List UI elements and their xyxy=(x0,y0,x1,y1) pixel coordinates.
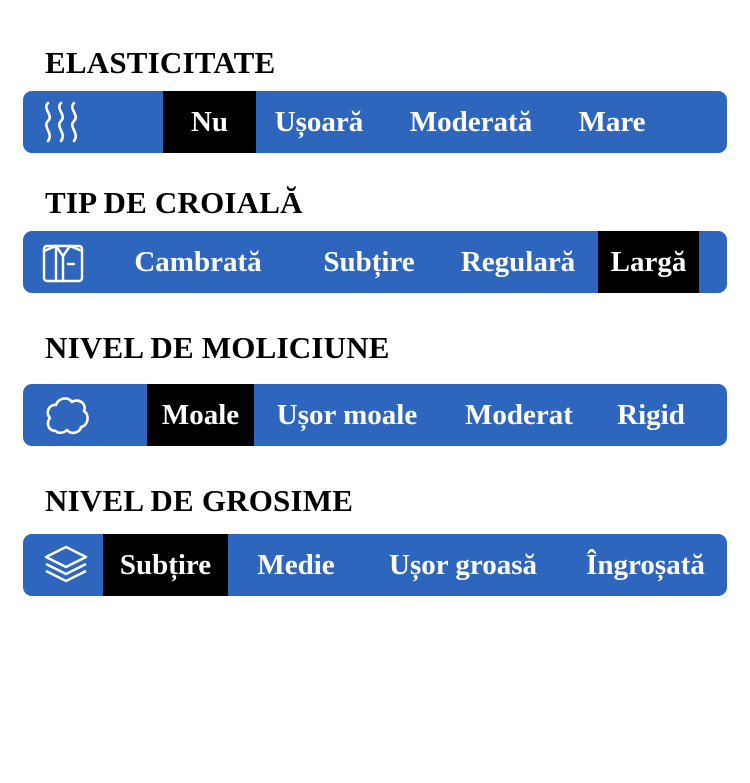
layers-icon xyxy=(37,534,95,596)
option-mare[interactable]: Mare xyxy=(578,105,646,138)
section-title-nivel-de-grosime: NIVEL DE GROSIME xyxy=(45,483,354,518)
option-moderat[interactable]: Moderat xyxy=(465,398,573,431)
option-larga[interactable]: Largă xyxy=(598,231,699,293)
option-cambrata[interactable]: Cambrată xyxy=(134,245,262,278)
section-title-tip-de-croiala: TIP DE CROIALĂ xyxy=(45,185,303,220)
option-medie[interactable]: Medie xyxy=(257,548,335,581)
option-subtire[interactable]: Subțire xyxy=(323,245,415,278)
option-nu[interactable]: Nu xyxy=(163,91,256,153)
stretch-waves-icon xyxy=(33,91,89,153)
option-usor-moale[interactable]: Ușor moale xyxy=(276,398,418,431)
thickness-option-bar xyxy=(23,534,727,596)
elasticity-option-bar xyxy=(23,91,727,153)
option-subtire-grosime[interactable]: Subțire xyxy=(103,534,228,596)
option-moale[interactable]: Moale xyxy=(147,384,254,446)
fit-type-option-bar xyxy=(23,231,727,293)
option-regulara[interactable]: Regulară xyxy=(460,245,576,278)
option-usor-groasa[interactable]: Ușor groasă xyxy=(389,548,537,581)
section-title-elasticitate: ELASTICITATE xyxy=(45,45,276,80)
option-moderata[interactable]: Moderată xyxy=(409,105,533,138)
option-usoara[interactable]: Ușoară xyxy=(274,105,364,138)
softness-option-bar xyxy=(23,384,727,446)
shirt-box-icon xyxy=(33,231,93,293)
option-rigid[interactable]: Rigid xyxy=(617,398,685,431)
cloud-icon xyxy=(37,384,97,446)
section-title-nivel-de-moliciune: NIVEL DE MOLICIUNE xyxy=(45,330,390,365)
option-ingrosata[interactable]: Îngroșată xyxy=(586,548,705,581)
